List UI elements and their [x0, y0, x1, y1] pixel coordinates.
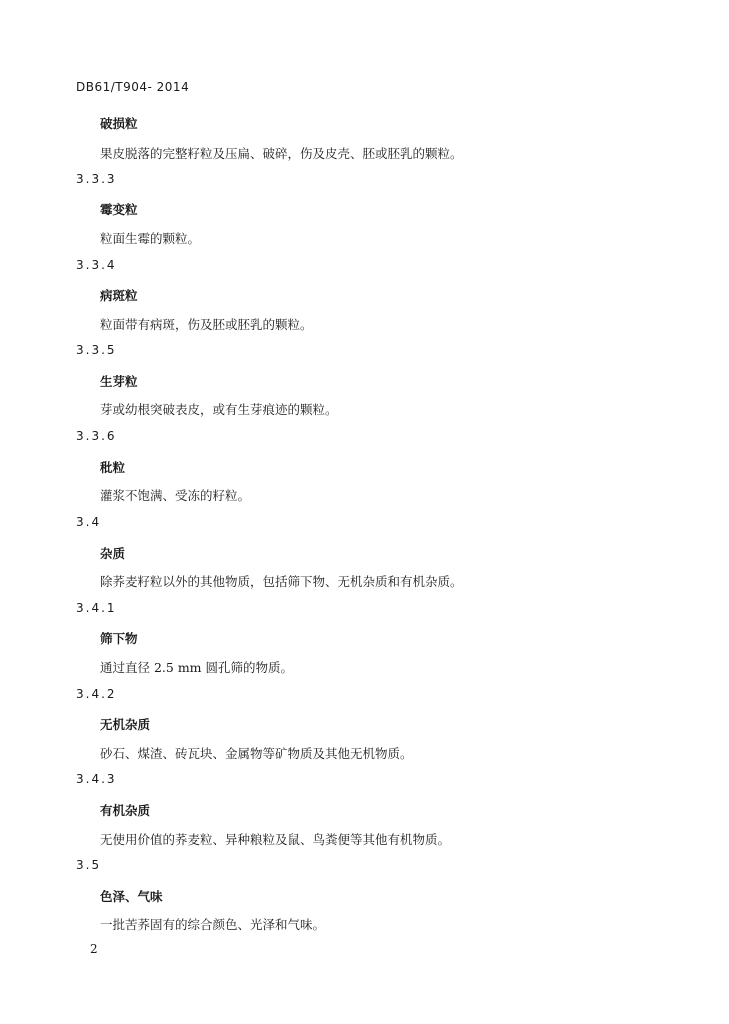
clause-number: 3.5 — [76, 858, 102, 872]
term-definition: 除荞麦籽粒以外的其他物质，包括筛下物、无机杂质和有机杂质。 — [100, 574, 463, 589]
term-definition: 通过直径 2.5 mm 圆孔筛的物质。 — [100, 660, 294, 675]
term-title: 病斑粒 — [100, 288, 138, 303]
term-title: 杂质 — [100, 546, 126, 561]
clause-number: 3.3.5 — [76, 343, 117, 357]
term-title: 生芽粒 — [100, 374, 138, 389]
term-definition: 粒面生霉的颗粒。 — [100, 231, 201, 246]
term-definition: 砂石、煤渣、砖瓦块、金属物等矿物质及其他无机物质。 — [100, 746, 413, 761]
term-definition: 芽或幼根突破表皮，或有生芽痕迹的颗粒。 — [100, 402, 338, 417]
clause-number: 3.3.3 — [76, 172, 117, 186]
term-title: 色泽、气味 — [100, 889, 163, 904]
term-title: 筛下物 — [100, 631, 138, 646]
term-definition: 灌浆不饱满、受冻的籽粒。 — [100, 488, 251, 503]
clause-number: 3.3.6 — [76, 429, 117, 443]
clause-number: 3.4 — [76, 515, 102, 529]
term-title: 破损粒 — [100, 116, 138, 131]
clause-number: 3.4.1 — [76, 601, 117, 615]
term-title: 秕粒 — [100, 460, 126, 475]
standard-code-header: DB61/T904- 2014 — [76, 80, 190, 94]
term-definition: 无使用价值的荞麦粒、异种粮粒及鼠、鸟粪便等其他有机物质。 — [100, 832, 451, 847]
clause-number: 3.4.2 — [76, 687, 117, 701]
term-definition: 粒面带有病斑，伤及胚或胚乳的颗粒。 — [100, 317, 313, 332]
term-title: 无机杂质 — [100, 717, 151, 732]
clause-number: 3.3.4 — [76, 258, 117, 272]
term-title: 有机杂质 — [100, 803, 151, 818]
page-number: 2 — [90, 942, 98, 956]
term-title: 霉变粒 — [100, 202, 138, 217]
term-definition: 果皮脱落的完整籽粒及压扁、破碎，伤及皮壳、胚或胚乳的颗粒。 — [100, 146, 463, 161]
clause-number: 3.4.3 — [76, 772, 117, 786]
term-definition: 一批苦荞固有的综合颜色、光泽和气味。 — [100, 917, 326, 932]
